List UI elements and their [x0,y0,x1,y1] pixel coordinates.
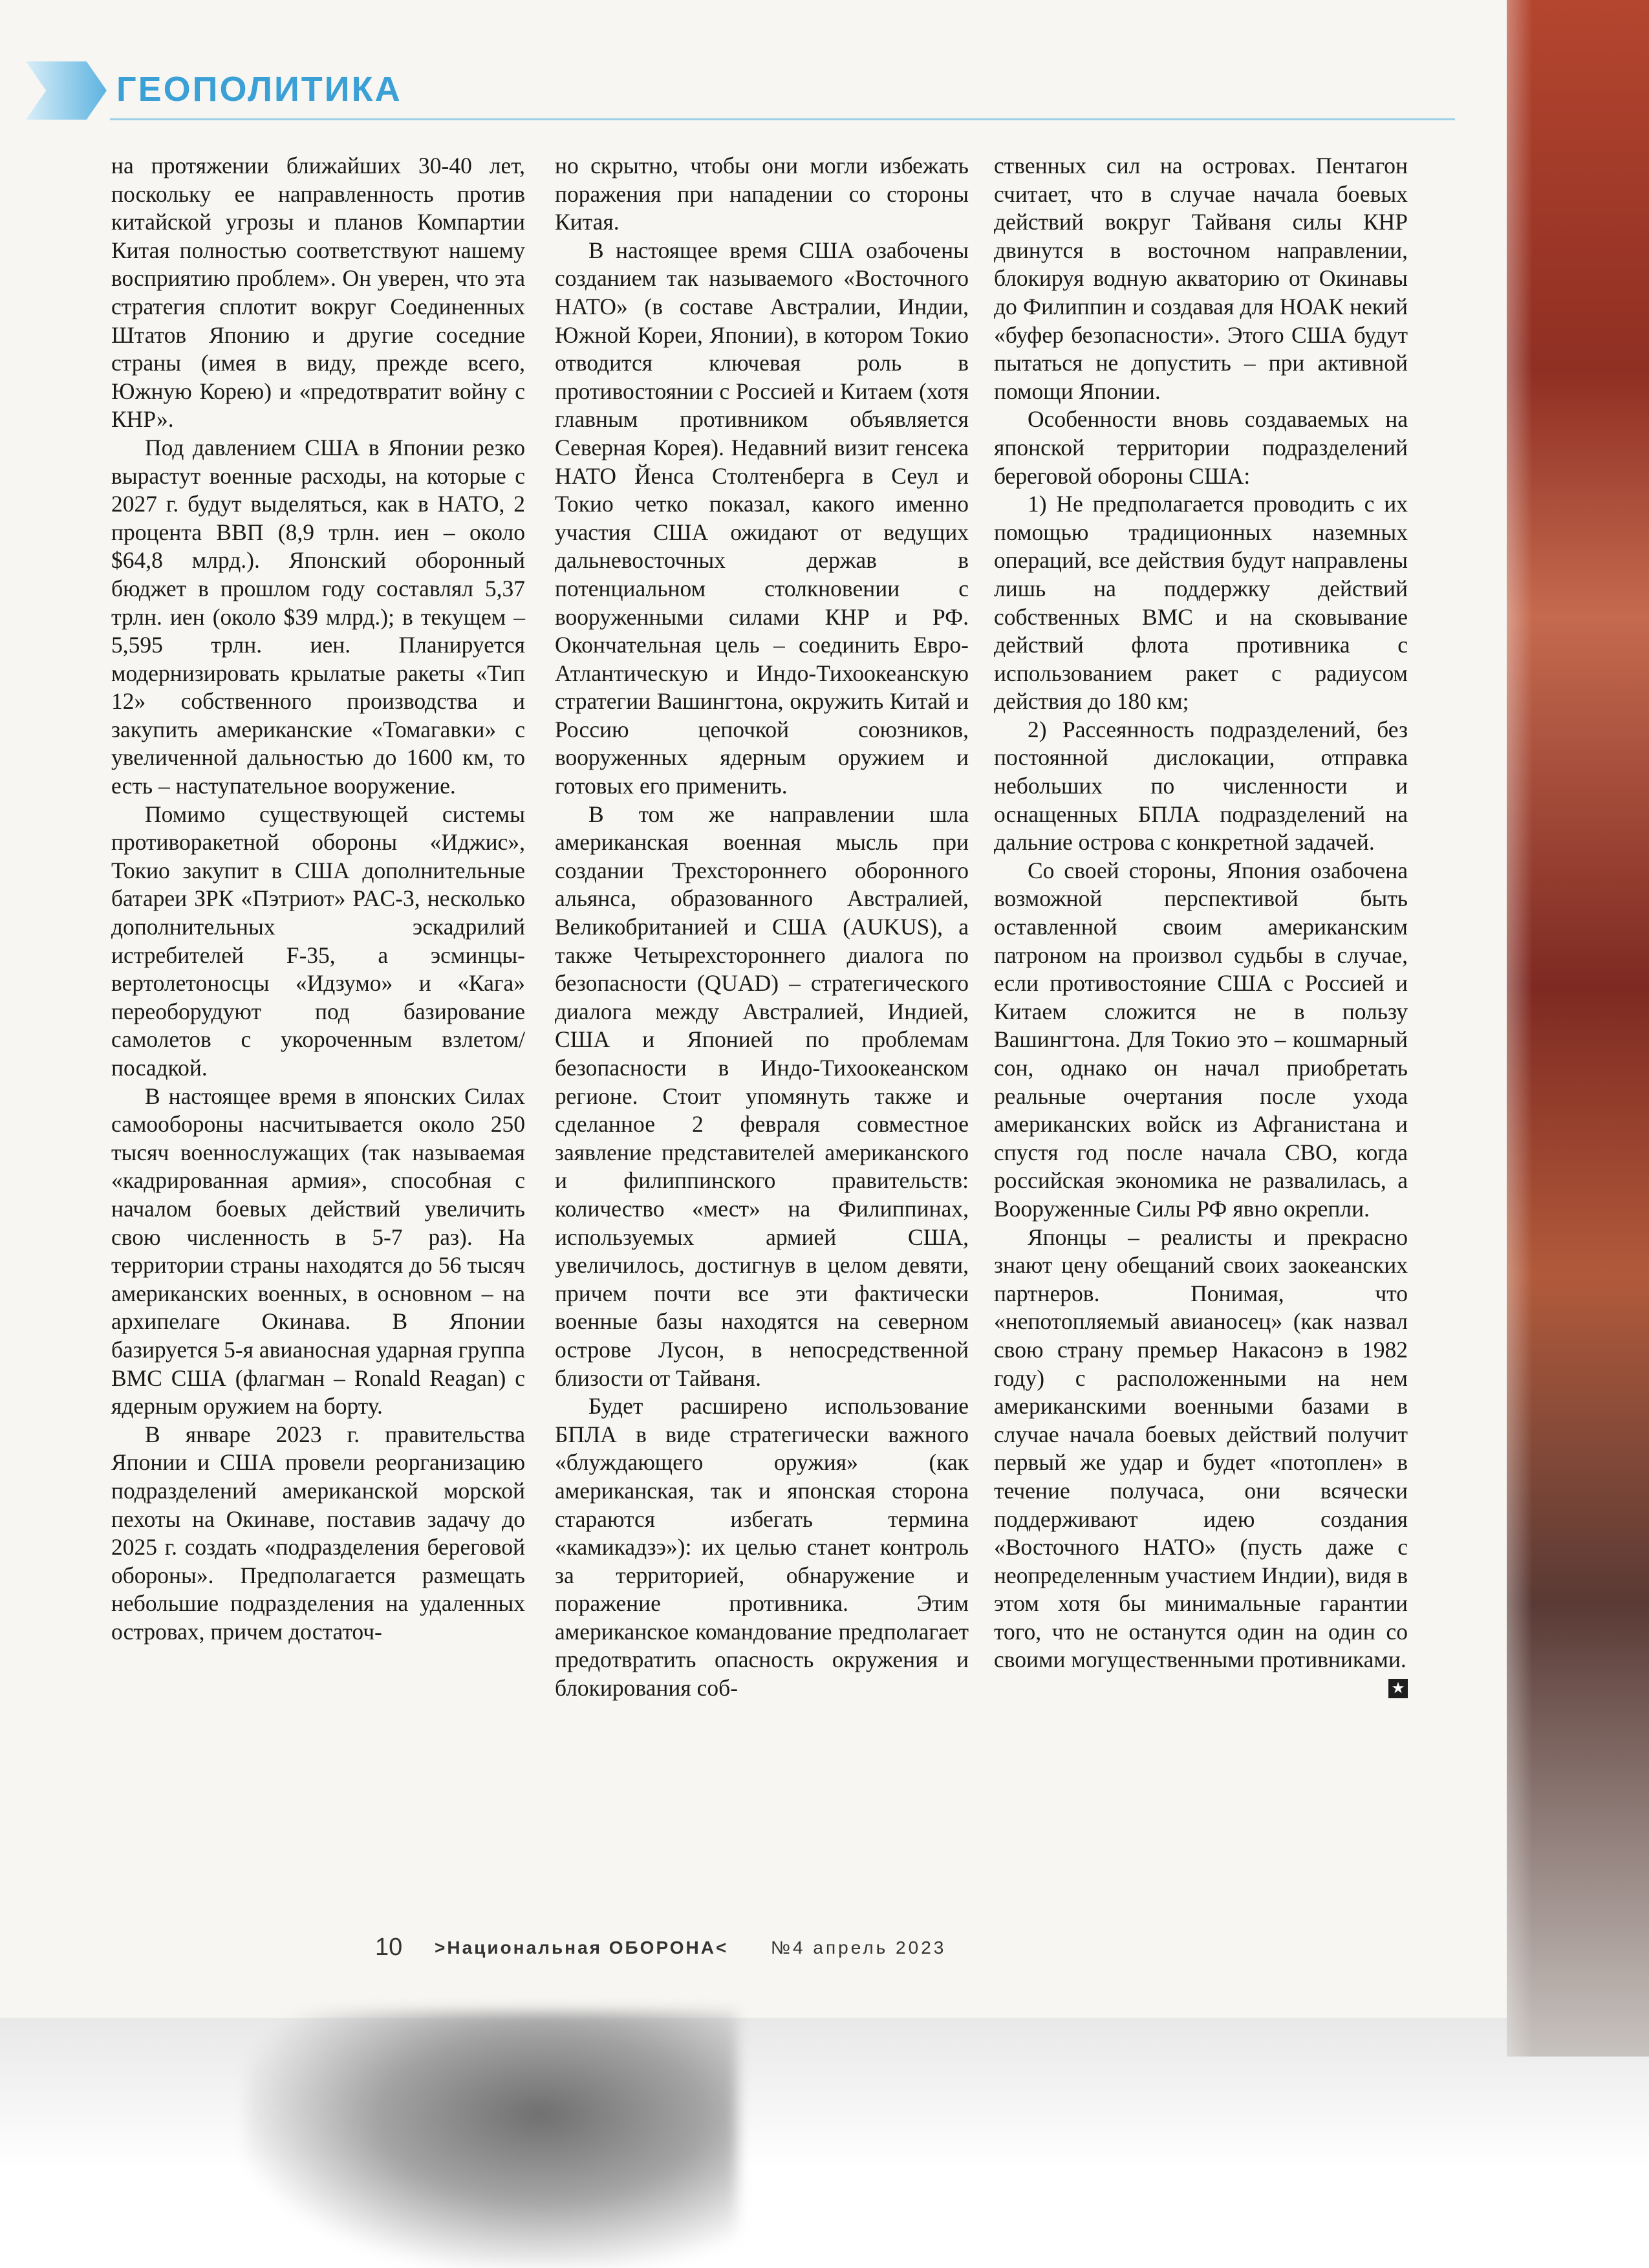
magazine-name: >Национальная ОБОРОНА< [435,1938,729,1958]
page-footer [0,1934,1610,1972]
issue-info: №4 апрель 2023 [771,1938,947,1958]
header-rule [110,118,1455,120]
paragraph: Под давлением США в Японии резко вырастут военные расходы, на которые с 2027 г. будут выделяться, как в НАТО, 2 процента ВВП (8,9 трлн. иен – около $64,8 млрд.). Японский оборонный бюджет в прошлом году составлял 5,37 трлн. иен (около $39 млрд.); в текущем – 5,595 трлн. иен. Планируется модернизировать крылатые ракеты «Тип 12» собственного производства и закупить американские «Томагавки» с увеличенной дальностью до 1600 км, то есть – наступательное вооружение. [111,434,525,799]
text-column-1 [111,152,525,1646]
paragraph: В том же направлении шла американская военная мысль при создании Трехстороннего оборонного альянса, образованного Австралией, Великобританией и США (AUKUS), а также Четырехстороннего диалога по безопасности (QUAD) – стратегического диалога между Австралией, Индией, США и Японией по проблемам безопасности в Индо-Тихоокеанском регионе. Стоит упомянуть также и сделанное 2 февраля совместное заявление представителей американского и филиппинского правительств: количество «мест» на Филиппинах, используемых армией США, увеличилось, достигнув в целом девяти, причем почти все эти фактически военные базы находятся на северном острове Лусон, в непосредственной близости от Тайваня. [555,801,969,1391]
facing-page-photo [1507,0,1649,2057]
paragraph: Японцы – реалисты и прекрасно знают цену обещаний своих заокеанских партнеров. Понимая, что «непотопляемый авианосец» (как назвал свою страну премьер Накасонэ в 1982 году) с расположенными на нем американскими военными базами в случае начала боевых действий получит первый же удар и будет «потоплен» в течение получаса, они всячески поддерживают идею создания «Восточного НАТО» (пусть даже с неопределенным участием Индии), видя в этом хотя бы минимальные гарантии того, что не останутся один на один со своими могущественными противниками. [994,1224,1408,1673]
paragraph: но скрытно, чтобы они могли избежать поражения при нападении со стороны Китая. [555,153,969,235]
paragraph: В настоящее время в японских Силах самообороны насчитывается около 250 тысяч военнослужащих (так называемая «кадрированная армия», способная с началом боевых действий увеличить свою численность в 5-7 раз). На территории страны находятся до 56 тысяч американских военных, в основном – на архипелаге Окинава. В Японии базируется 5-я авианосная ударная группа ВМС США (флагман – Ronald Reagan) с ядерным оружием на борту. [111,1083,525,1420]
paragraph: Со своей стороны, Япония озабочена возможной перспективой быть оставленной своим американским патроном на произвол судьбы в случае, если противостояние США с Россией и Китаем сложится не в пользу Вашингтона. Для Токио это – кошмарный сон, однако он начал приобретать реальные очертания после ухода американских войск из Афганистана и спустя год после начала СВО, когда российская экономика не развалилась, а Вооруженные Силы РФ явно окрепли. [994,857,1408,1222]
paragraph: В январе 2023 г. правительства Японии и США провели реорганизацию подразделений американской морской пехоты на Окинаве, поставив задачу до 2025 г. создать «подразделения береговой обороны». Предполагается размещать небольшие подразделения на удаленных островах, причем достаточ- [111,1421,525,1645]
paragraph: на протяжении ближайших 30-40 лет, поскольку ее направленность против китайской угрозы и планов Компартии Китая полностью соответствуют нашему восприятию проблем». Он уверен, что эта стратегия сплотит вокруг Соединенных Штатов Японию и другие соседние страны (имея в виду, прежде всего, Южную Корею) и «предотвратит войну с КНР». [111,153,525,433]
section-title: ГЕОПОЛИТИКА [116,70,402,109]
paragraph: ственных сил на островах. Пентагон считает, что в случае начала боевых действий вокруг Тайваня силы КНР двинутся в восточном направлении, блокируя водную акваторию от Окинавы до Филиппин и создавая для НОАК некий «буфер безопасности». Этого США будут пытаться не допустить – при активной помощи Японии. [994,153,1408,404]
paragraph: Будет расширено использование БПЛА в виде стратегически важного «блуждающего оружия» (как американская, так и японская сторона стараются избегать термина «камикадзэ»): их целью станет контроль за территорией, обнаружение и поражение противника. Этим американское командование предполагает предотвратить опасность окружения и блокирования соб- [555,1393,969,1701]
paragraph: Особенности вновь создаваемых на японской территории подразделений береговой обороны США: [994,406,1408,489]
arrow-icon [26,61,107,120]
text-column-2 [555,152,969,1703]
paragraph: 2) Рассеянность подразделений, без постоянной дислокации, отправка небольших по численности и оснащенных БПЛА подразделений на дальние острова с конкретной задачей. [994,716,1408,856]
text-column-3: ственных сил на островах. Пентагон считает, что в случае начала боевых действий вокруг Тайваня силы КНР двинутся в восточном направлении, блокируя водную акваторию от Окинавы до Филиппин и создавая для НОАК некий «буфер безопасности». Этого США будут пытаться не допустить – при активной помощи Японии. Особенности вновь создаваемых на японской территории подразделений береговой обороны США: 1) Не предполагается проводить с их помощью традиционных наземных операций, все действия будут направлены лишь на поддержку действий собственных ВМС и на сковывание действий флота противника с использованием ракет с радиусом действия до 180 км; 2) Рассеянность подразделений, без постоянной дислокации, отправка небольших по численности и оснащенных БПЛА подразделений на дальние острова с конкретной задачей. Со своей стороны, Япония озабочена возможной перспективой быть оставленной своим американским патроном на произвол судьбы в случае, если противостояние США с Россией и Китаем сложится не в пользу Вашингтона. Для Токио это – кошмарный сон, однако он начал приобретать реальные очертания после ухода американских войск из Афганистана и спустя год после начала СВО, когда российская экономика не развалилась, а Вооруженные Силы РФ явно окрепли. Японцы – реалисты и прекрасно знают цену обещаний своих заокеанских партнеров. Понимая, что «непотопляемый авианосец» (как назвал свою страну премьер Накасонэ в 1982 году) с расположенными на нем американскими военными базами в случае начала боевых действий получит первый же удар и будет «потоплен» в течение получаса, они всячески поддерживают идею создания «Восточного НАТО» (пусть даже с неопределенным участием Индии), видя в этом хотя бы минимальные гарантии того, что не останутся один на один со своими могущественными противниками. ★ [994,153,1408,1698]
page-number: 10 [375,1934,403,1961]
blurred-object [246,2011,737,2268]
paragraph: Помимо существующей системы противоракетной обороны «Иджис», Токио закупит в США дополнительные батареи ЗРК «Пэтриот» PAC-3, несколько дополнительных эскадрилий истребителей F-35, а эсминцы-вертолетоносцы «Идзумо» и «Кага» переоборудуют под базирование самолетов с укороченным взлетом/посадкой. [111,801,525,1081]
paragraph: В настоящее время США озабочены созданием так называемого «Восточного НАТО» (в составе Австралии, Индии, Южной Кореи, Японии), в котором Токио отводится ключевая роль в противостоянии с Россией и Китаем (хотя главным противником объявляется Северная Корея). Недавний визит генсека НАТО Йенса Столтенберга в Сеул и Токио четко показал, какого именно участия США ожидают от ведущих дальневосточных держав в потенциальном столкновении с вооруженными силами КНР и РФ. Окончательная цель – соединить Евро-Атлантическую и Индо-Тихоокеанскую стратегии Вашингтона, окружить Китай и Россию цепочкой союзников, вооруженных ядерным оружием и готовых его применить. [555,237,969,799]
paragraph: 1) Не предполагается проводить с их помощью традиционных наземных операций, все действия будут направлены лишь на поддержку действий собственных ВМС и на сковывание действий флота противника с использованием ракет с радиусом действия до 180 км; [994,491,1408,715]
section-header [26,61,1455,120]
